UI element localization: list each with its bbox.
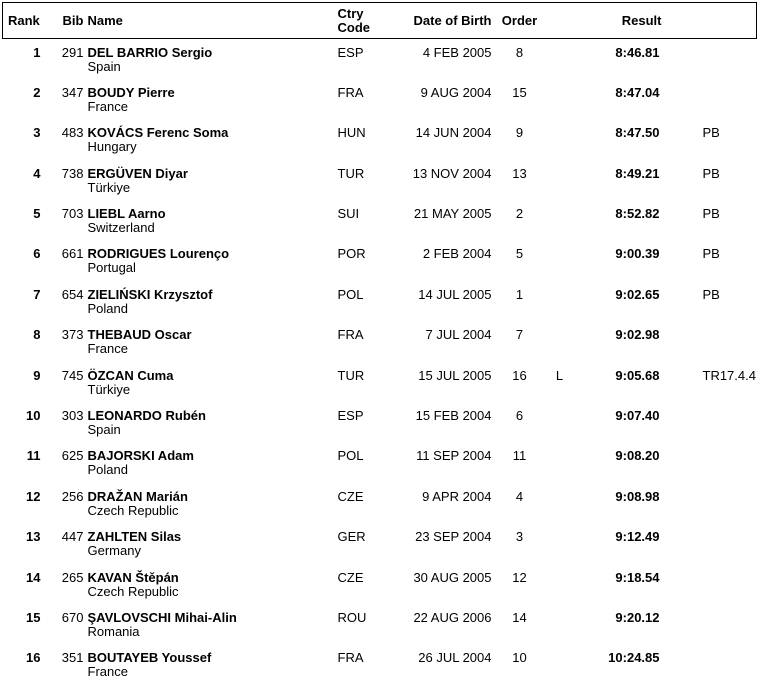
bib-cell: 447 <box>61 529 84 545</box>
athlete-name: BAJORSKI Adam <box>87 448 194 464</box>
column-header-notes <box>662 3 757 39</box>
name-cell <box>84 119 336 159</box>
bib-cell: 745 <box>61 367 84 383</box>
note-cell: PB <box>702 286 720 302</box>
rank-cell: 7 <box>33 286 41 302</box>
result-cell: 9:07.40 <box>615 408 660 424</box>
qual-mark-cell <box>546 564 574 604</box>
order-cell: 6 <box>515 408 524 424</box>
name-cell <box>84 200 336 240</box>
country-code-cell: FRA <box>337 327 364 343</box>
dob-cell: 14 JUL 2005 <box>418 286 492 302</box>
result-cell: 9:02.98 <box>615 327 660 343</box>
country-code-cell: ROU <box>337 609 367 625</box>
qual-mark-cell <box>546 200 574 240</box>
order-cell: 13 <box>512 165 527 181</box>
athlete-country: Hungary <box>87 139 137 155</box>
result-cell: 9:20.12 <box>615 609 660 625</box>
note-cell <box>662 644 757 683</box>
note-cell <box>662 564 757 604</box>
result-cell: 9:08.20 <box>615 448 660 464</box>
qual-mark-cell <box>546 160 574 200</box>
qual-mark-cell <box>546 402 574 442</box>
country-code-cell: HUN <box>337 125 366 141</box>
rank-cell: 5 <box>33 206 41 222</box>
result-cell: 9:08.98 <box>615 488 660 504</box>
dob-cell: 15 JUL 2005 <box>418 367 492 383</box>
note-cell: PB <box>702 125 720 141</box>
rank-cell: 15 <box>26 609 41 625</box>
note-cell: PB <box>702 206 720 222</box>
athlete-name: LEONARDO Rubén <box>87 408 206 424</box>
dob-cell: 2 FEB 2004 <box>422 246 492 262</box>
table-row <box>3 281 757 321</box>
column-header-bib: Bib <box>43 3 84 39</box>
order-cell: 9 <box>515 125 524 141</box>
rank-cell: 3 <box>33 125 41 141</box>
note-cell <box>662 604 757 644</box>
order-cell: 7 <box>515 327 524 343</box>
qual-mark-cell <box>546 281 574 321</box>
athlete-country: Romania <box>87 623 140 639</box>
note-cell: PB <box>702 246 720 262</box>
athlete-country: Türkiye <box>87 381 131 397</box>
table-row <box>3 644 757 683</box>
athlete-country: Spain <box>87 422 121 438</box>
result-cell: 8:46.81 <box>615 45 660 60</box>
header-row <box>3 3 757 39</box>
result-cell: 8:52.82 <box>615 206 660 222</box>
athlete-country: Poland <box>87 462 128 478</box>
dob-cell: 11 SEP 2004 <box>416 448 492 464</box>
note-cell <box>662 79 757 119</box>
result-cell: 8:47.04 <box>615 84 660 100</box>
column-header-ctry-line2: Code <box>337 19 370 35</box>
column-header-ctry-code <box>336 3 409 39</box>
qual-mark-cell <box>546 604 574 644</box>
table-row <box>3 442 757 482</box>
qual-mark-cell: L <box>555 367 564 383</box>
athlete-name: BOUTAYEB Youssef <box>87 650 212 666</box>
name-cell <box>84 79 336 119</box>
table-row <box>3 564 757 604</box>
note-cell <box>662 321 757 361</box>
rank-cell: 14 <box>26 569 41 585</box>
country-code-cell: POR <box>337 246 366 262</box>
athlete-country: Czech Republic <box>87 502 179 518</box>
rank-cell: 2 <box>33 84 41 100</box>
athlete-name: KOVÁCS Ferenc Soma <box>87 125 229 141</box>
name-cell <box>84 564 336 604</box>
athlete-country: France <box>87 664 128 680</box>
result-cell: 9:02.65 <box>615 286 660 302</box>
athlete-country: Spain <box>87 59 121 74</box>
athlete-country: France <box>87 98 128 114</box>
name-cell <box>84 523 336 563</box>
order-cell: 2 <box>515 206 524 222</box>
country-code-cell: CZE <box>337 569 364 585</box>
athlete-country: Germany <box>87 543 141 559</box>
dob-cell: 21 MAY 2005 <box>413 206 492 222</box>
name-cell <box>84 442 336 482</box>
bib-cell: 625 <box>61 448 84 464</box>
name-cell <box>84 604 336 644</box>
bib-cell: 738 <box>61 165 84 181</box>
column-header-order: Order <box>494 3 546 39</box>
athlete-name: RODRIGUES Lourenço <box>87 246 230 262</box>
result-cell: 9:00.39 <box>615 246 660 262</box>
country-code-cell: FRA <box>337 650 364 666</box>
bib-cell: 654 <box>61 286 84 302</box>
results-table <box>2 2 757 683</box>
rank-cell: 16 <box>26 650 41 666</box>
table-row <box>3 483 757 523</box>
table-row <box>3 362 757 402</box>
dob-cell: 9 APR 2004 <box>422 488 492 504</box>
athlete-name: ÖZCAN Cuma <box>87 367 174 383</box>
order-cell: 15 <box>512 84 527 100</box>
rank-cell: 6 <box>33 246 41 262</box>
table-row <box>3 39 757 79</box>
bib-cell: 265 <box>61 569 84 585</box>
dob-cell: 26 JUL 2004 <box>418 650 492 666</box>
country-code-cell: POL <box>337 448 364 464</box>
rank-cell: 4 <box>33 165 41 181</box>
order-cell: 8 <box>515 45 524 60</box>
bib-cell: 670 <box>61 609 84 625</box>
order-cell: 16 <box>512 367 527 383</box>
name-cell <box>84 483 336 523</box>
qual-mark-cell <box>546 523 574 563</box>
column-header-ctry-line1: Ctry <box>337 5 364 21</box>
athlete-country: France <box>87 341 128 357</box>
qual-mark-cell <box>546 119 574 159</box>
rank-cell: 10 <box>26 408 41 424</box>
bib-cell: 373 <box>61 327 84 343</box>
column-header-name: Name <box>84 3 336 39</box>
name-cell <box>84 39 336 79</box>
qual-mark-cell <box>546 442 574 482</box>
athlete-country: Portugal <box>87 260 136 276</box>
athlete-name: BOUDY Pierre <box>87 84 175 100</box>
table-row <box>3 321 757 361</box>
qual-mark-cell <box>546 79 574 119</box>
order-cell: 5 <box>515 246 524 262</box>
order-cell: 14 <box>512 609 527 625</box>
dob-cell: 23 SEP 2004 <box>415 529 492 545</box>
rank-cell: 11 <box>26 448 41 464</box>
bib-cell: 661 <box>61 246 84 262</box>
column-header-rank: Rank <box>3 3 43 39</box>
athlete-name: ERGÜVEN Diyar <box>87 165 188 181</box>
name-cell <box>84 281 336 321</box>
dob-cell: 13 NOV 2004 <box>412 165 492 181</box>
bib-cell: 351 <box>61 650 84 666</box>
qual-mark-cell <box>546 240 574 280</box>
table-row <box>3 240 757 280</box>
column-header-qual <box>546 3 574 39</box>
table-row <box>3 79 757 119</box>
athlete-name: DRAŽAN Marián <box>87 488 188 504</box>
order-cell: 3 <box>515 529 524 545</box>
athlete-country: Czech Republic <box>87 583 179 599</box>
country-code-cell: POL <box>337 286 364 302</box>
country-code-cell: TUR <box>337 165 365 181</box>
athlete-country: Poland <box>87 300 128 316</box>
rank-cell: 12 <box>26 488 41 504</box>
dob-cell: 7 JUL 2004 <box>425 327 492 343</box>
rank-cell: 1 <box>33 45 41 60</box>
column-header-result: Result <box>574 3 662 39</box>
dob-cell: 22 AUG 2006 <box>413 609 492 625</box>
note-cell <box>662 39 757 79</box>
country-code-cell: ESP <box>337 45 364 60</box>
qual-mark-cell <box>546 644 574 683</box>
athlete-name: ZAHLTEN Silas <box>87 529 182 545</box>
result-cell: 9:05.68 <box>615 367 660 383</box>
table-row <box>3 160 757 200</box>
result-cell: 8:49.21 <box>615 165 660 181</box>
note-cell <box>662 523 757 563</box>
result-cell: 9:18.54 <box>615 569 660 585</box>
note-cell: PB <box>702 165 720 181</box>
bib-cell: 483 <box>61 125 84 141</box>
result-cell: 9:12.49 <box>615 529 660 545</box>
athlete-country: Türkiye <box>87 179 131 195</box>
bib-cell: 303 <box>61 408 84 424</box>
dob-cell: 9 AUG 2004 <box>420 84 492 100</box>
note-cell <box>662 442 757 482</box>
athlete-name: DEL BARRIO Sergio <box>87 45 213 60</box>
dob-cell: 30 AUG 2005 <box>413 569 492 585</box>
name-cell <box>84 402 336 442</box>
athlete-country: Switzerland <box>87 220 155 236</box>
name-cell <box>84 240 336 280</box>
bib-cell: 291 <box>61 45 84 60</box>
country-code-cell: ESP <box>337 408 364 424</box>
country-code-cell: CZE <box>337 488 364 504</box>
order-cell: 11 <box>512 448 527 464</box>
table-row <box>3 604 757 644</box>
bib-cell: 256 <box>61 488 84 504</box>
dob-cell: 15 FEB 2004 <box>415 408 492 424</box>
table-row <box>3 523 757 563</box>
country-code-cell: SUI <box>337 206 360 222</box>
qual-mark-cell <box>546 39 574 79</box>
name-cell <box>84 321 336 361</box>
table-row <box>3 402 757 442</box>
order-cell: 1 <box>515 286 524 302</box>
dob-cell: 14 JUN 2004 <box>415 125 492 141</box>
result-cell: 10:24.85 <box>608 650 660 666</box>
table-row <box>3 119 757 159</box>
athlete-name: LIEBL Aarno <box>87 206 166 222</box>
athlete-name: ŞAVLOVSCHI Mihai-Alin <box>87 609 237 625</box>
country-code-cell: FRA <box>337 84 364 100</box>
bib-cell: 703 <box>61 206 84 222</box>
qual-mark-cell <box>546 321 574 361</box>
rank-cell: 13 <box>26 529 41 545</box>
order-cell: 10 <box>512 650 527 666</box>
result-cell: 8:47.50 <box>615 125 660 141</box>
country-code-cell: GER <box>337 529 366 545</box>
order-cell: 12 <box>512 569 527 585</box>
note-cell <box>662 402 757 442</box>
rank-cell: 8 <box>33 327 41 343</box>
name-cell <box>84 644 336 683</box>
bib-cell: 347 <box>61 84 84 100</box>
table-row <box>3 200 757 240</box>
athlete-name: KAVAN Štěpán <box>87 569 179 585</box>
dob-cell: 4 FEB 2005 <box>422 45 492 60</box>
athlete-name: THEBAUD Oscar <box>87 327 192 343</box>
country-code-cell: TUR <box>337 367 365 383</box>
note-cell <box>662 483 757 523</box>
order-cell: 4 <box>515 488 524 504</box>
note-cell: TR17.4.4 <box>702 367 756 383</box>
column-header-date-of-birth: Date of Birth <box>409 3 494 39</box>
name-cell <box>84 362 336 402</box>
name-cell <box>84 160 336 200</box>
rank-cell: 9 <box>33 367 41 383</box>
athlete-name: ZIELIŃSKI Krzysztof <box>87 286 213 302</box>
qual-mark-cell <box>546 483 574 523</box>
